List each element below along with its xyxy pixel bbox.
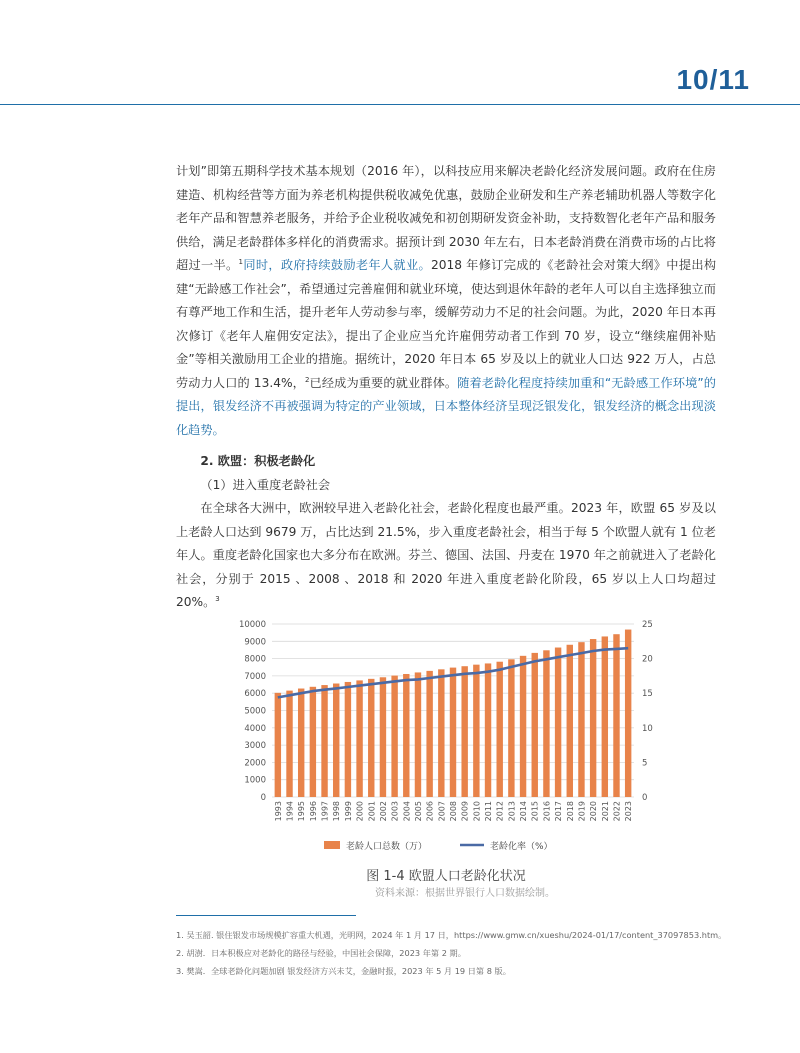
x-tick-label: 2008 [449, 801, 458, 822]
x-tick-label: 2006 [425, 801, 435, 822]
footnote-rule [176, 915, 356, 916]
x-tick-label: 2014 [519, 801, 529, 822]
x-tick-label: 2009 [460, 801, 470, 822]
bar [461, 666, 467, 797]
bar [321, 685, 327, 797]
bar [520, 656, 526, 797]
bar [590, 639, 596, 797]
y-left-tick-label: 6000 [244, 689, 266, 700]
footnote-ref-1[interactable]: 1 [238, 257, 244, 266]
x-tick-label: 1996 [308, 801, 318, 822]
bar [380, 677, 386, 797]
bar [508, 659, 514, 797]
bar [356, 680, 362, 797]
y-left-tick-label: 1000 [244, 775, 266, 786]
legend-label-bar: 老龄人口总数（万） [346, 842, 428, 852]
figure-caption: 图 1-4 欧盟人口老龄化状况 [366, 869, 526, 884]
y-left-tick-label: 2000 [244, 758, 266, 769]
section-heading-eu [176, 450, 716, 474]
bar [345, 682, 351, 797]
legend-label-line: 老龄化率（%） [490, 842, 553, 852]
y-left-tick-label: 8000 [244, 654, 266, 665]
bar [333, 684, 339, 797]
footnote-3: 3. 樊嵩．全球老龄化问题加剧 银发经济方兴未艾，金融时报，2023 年 5 月 19 日第 8 版。 [176, 966, 511, 976]
x-tick-label: 2022 [612, 801, 622, 822]
footnote-1: 1. 吴玉韶. 银住银发市场规模扩容重大机遇，光明网，2024 年 1 月 17 日，https://www.gmw.cn/xueshu/2024-01/17/content_37097853.htm。 [176, 930, 727, 940]
bar [368, 679, 374, 797]
x-tick-label: 2005 [413, 801, 423, 822]
x-tick-label: 2000 [355, 801, 365, 822]
bar [298, 689, 304, 797]
x-tick-label: 2015 [530, 801, 540, 822]
x-tick-label: 1999 [343, 801, 353, 822]
bar [310, 687, 316, 797]
y-right-tick-label: 20 [642, 654, 653, 665]
bar [555, 648, 561, 797]
y-left-tick-label: 9000 [244, 637, 266, 648]
x-tick-label: 1995 [297, 801, 307, 822]
x-tick-label: 2013 [507, 801, 517, 822]
x-tick-label: 1993 [273, 801, 283, 822]
bar [567, 645, 573, 797]
footnote-ref-3[interactable]: 3 [215, 594, 220, 603]
x-tick-label: 2018 [565, 801, 575, 822]
x-tick-label: 2001 [367, 801, 377, 822]
bar [426, 671, 432, 797]
paragraph-japan-text-a: 计划”即第五期科学技术基本规划（2016 年），以科技应用来解决老龄化经济发展问题。政府在住房建造、机构经营等方面为养老机构提供税收减免优惠，鼓励企业研发和生产养老辅助机器人等数字化老年产品和智慧养老服务，并给予企业税收减免和初创期研发资金补助，支持数智化老年产品和服务供给，满足老龄群体多样化的消费需求。据预计到 2030 年左右，日本老龄消费在消费市场的占比将超过一半。 [176, 164, 716, 272]
x-tick-label: 2004 [402, 801, 412, 822]
bar [613, 634, 619, 797]
paragraph-japan-text-c: 2018 年修订完成的《老龄社会对策大纲》中提出构建“无龄感工作社会”，希望通过完善雇佣和就业环境，使达到退休年龄的老年人可以自主选择独立而有尊严地工作和生活，提升老年人劳动参与率，缓解劳动力不足的社会问题。为此，2020 年日本再次修订《老年人雇佣安定法》，提出了企业应当允许雇佣劳动者工作到 70 岁，设立“继续雇佣补贴金”等相关激励用工企业的措施。据统计，2020 年日本 65 岁及以上的就业人口达 922 万人，占总劳动力人口的 13.4%， [176, 258, 717, 390]
x-tick-label: 2019 [577, 801, 587, 822]
figure-source: 资料来源：根据世界银行人口数据绘制。 [375, 888, 555, 899]
y-left-tick-label: 10000 [238, 620, 266, 630]
x-tick-label: 2016 [542, 801, 552, 822]
bar [532, 653, 538, 797]
x-tick-label: 2017 [554, 801, 564, 822]
x-tick-label: 2007 [437, 801, 447, 822]
y-right-tick-label: 10 [642, 723, 653, 734]
page-number: 10/11 [676, 64, 750, 95]
paragraph-eu-text: 在全球各大洲中，欧洲较早进入老龄化社会，老龄化程度也最严重。2023 年，欧盟 65 岁及以上老龄人口达到 9679 万，占比达到 21.5%，步入重度老龄社会，相当于每 5 个欧盟人就有 1 位老年人。重度老龄化国家也大多分布在欧洲。芬兰、德国、法国、丹麦在 1970 年之前就进入了老龄化社会，分别于 2015 、2008 、2018 和 2020 年进入重度老龄化阶段，65 岁以上人口均超过 20%。 [176, 501, 716, 609]
footnote-ref-2[interactable]: 2 [304, 375, 310, 384]
paragraph-japan-highlight-2: 随着老龄化程度持续加重和“无龄感工作环境”的提出，银发经济不再被强调为特定的产业领域，日本整体经济呈现泛银发化，银发经济的概念出现淡化趋势。 [176, 375, 716, 437]
y-right-tick-label: 0 [642, 793, 648, 803]
y-right-tick-label: 5 [642, 758, 648, 769]
bar [403, 674, 409, 797]
bar [578, 642, 584, 797]
body-text [176, 160, 716, 615]
bar [275, 693, 281, 797]
bar [496, 662, 502, 797]
x-tick-label: 2021 [600, 801, 610, 822]
bar [485, 663, 491, 797]
y-right-tick-label: 25 [642, 620, 653, 630]
x-tick-label: 2023 [624, 801, 634, 822]
x-tick-label: 2003 [390, 801, 400, 822]
x-tick-label: 2020 [589, 801, 599, 822]
y-left-tick-label: 0 [260, 793, 266, 803]
bar [415, 672, 421, 797]
x-tick-label: 1997 [320, 801, 330, 822]
chart-svg [224, 612, 664, 862]
y-left-tick-label: 4000 [244, 723, 266, 734]
bar [625, 630, 631, 797]
bar [450, 668, 456, 797]
section-heading-eu-label: 2. 欧盟：积极老龄化 [200, 454, 316, 468]
footnotes [176, 926, 736, 980]
paragraph-japan [176, 160, 716, 442]
bar [286, 691, 292, 797]
bar [391, 676, 397, 797]
x-tick-label: 1998 [332, 801, 342, 822]
x-tick-label: 2011 [484, 801, 494, 822]
bar [543, 650, 549, 797]
x-tick-label: 2010 [472, 801, 482, 822]
paragraph-japan-highlight-1: 同时，政府持续鼓励老年人就业。 [243, 258, 431, 272]
chart-eu-aging [224, 612, 664, 862]
footnote-2: 2. 胡澍．日本积极应对老龄化的路径与经验，中国社会保障，2023 年第 2 期。 [176, 948, 466, 958]
bar [438, 669, 444, 797]
x-tick-label: 2012 [495, 801, 505, 822]
header-rule [0, 104, 800, 105]
paragraph-japan-text-d: 已经成为重要的就业群体。 [309, 375, 458, 390]
x-tick-label: 1994 [285, 801, 295, 822]
y-left-tick-label: 5000 [244, 706, 266, 717]
y-left-tick-label: 3000 [244, 741, 266, 752]
y-left-tick-label: 7000 [244, 671, 266, 682]
subsection-heading: （1）进入重度老龄社会 [200, 477, 331, 492]
bar [473, 665, 479, 797]
bar [602, 636, 608, 797]
legend-swatch-bar [324, 841, 340, 849]
x-tick-label: 2002 [378, 801, 388, 822]
y-right-tick-label: 15 [642, 689, 653, 700]
paragraph-eu [176, 497, 716, 615]
